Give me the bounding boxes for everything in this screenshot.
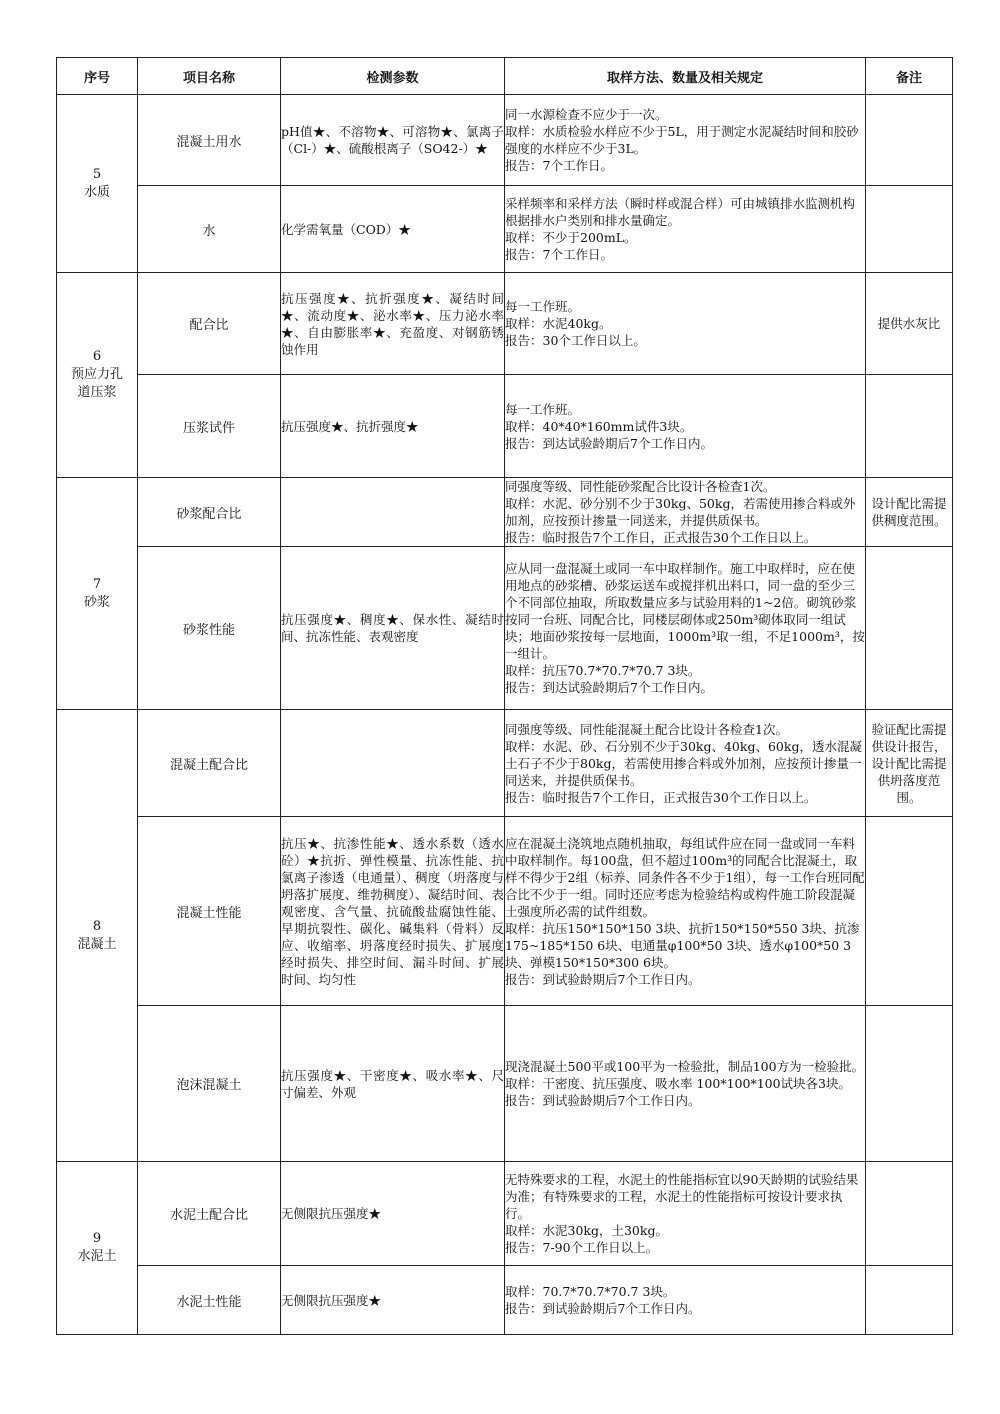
item-name: 砂浆配合比 — [138, 478, 281, 547]
item-params: 抗压强度★、干密度★、吸水率★、尺寸偏差、外观 — [281, 1006, 505, 1162]
sampling-method-line: 报告：临时报告7个工作日，正式报告30个工作日以上。 — [505, 789, 817, 805]
group-number: 9 — [92, 1231, 102, 1246]
item-note — [866, 1162, 953, 1266]
sampling-method-line: 报告：7个工作日。 — [505, 247, 613, 262]
sampling-method-line: 取样：干密度、抗压强度、吸水率 100*100*100试块各3块。 — [505, 1076, 852, 1091]
group-name: 水泥土 — [77, 1249, 117, 1264]
item-name: 混凝土用水 — [138, 95, 281, 186]
item-name: 配合比 — [138, 273, 281, 375]
table-row — [57, 1266, 953, 1335]
item-sampling-method — [505, 375, 866, 478]
group-number: 7 — [92, 576, 102, 592]
sampling-method-line: 现浇混凝土500平或100平为一检验批，制品100方为一检验批。 — [505, 1059, 865, 1074]
item-name: 水 — [138, 186, 281, 273]
sampling-method-line: 取样：水泥30kg，土30kg。 — [505, 1223, 668, 1238]
group-seq-cell — [57, 710, 138, 1162]
table-row — [57, 273, 953, 375]
sampling-method-line: 报告：到试验龄期后7个工作日内。 — [505, 1093, 701, 1108]
sampling-method-line: 取样：水泥40kg。 — [505, 316, 612, 331]
item-note: 验证配比需提供设计报告，设计配比需提供坍落度范围。 — [866, 710, 953, 817]
item-note — [866, 186, 953, 273]
sampling-method-line: 采样频率和采样方法（瞬时样或混合样）可由城镇排水监测机构根据排水户类别和排水量确定。 — [505, 196, 856, 228]
group-number: 6 — [92, 349, 102, 364]
group-seq-cell — [57, 273, 138, 478]
group-name: 混凝土 — [77, 936, 117, 952]
item-params: 无侧限抗压强度★ — [281, 1266, 505, 1335]
item-sampling-method — [505, 547, 866, 710]
item-sampling-method — [505, 186, 866, 273]
table-row — [57, 1006, 953, 1162]
table-row — [57, 817, 953, 1006]
item-name: 混凝土性能 — [138, 817, 281, 1006]
group-name: 水质 — [83, 184, 110, 200]
item-params: 抗压强度★、抗折强度★ — [281, 375, 505, 478]
table-row — [57, 710, 953, 817]
sampling-method-line: 取样：抗压150*150*150 3块、抗折150*150*550 3块、抗渗175~185*150 6块、电通量φ100*50 3块、透水φ100*50 3块、弹模150*150*300 6块。 — [505, 920, 860, 970]
group-seq-cell — [57, 1162, 138, 1335]
table-header-row — [57, 58, 953, 95]
sampling-method-line: 同强度等级、同性能混凝土配合比设计各检查1次。 — [505, 721, 788, 737]
sampling-method-line: 取样：水质检验水样应不少于5L，用于测定水泥凝结时间和胶砂强度的水样应不少于3L。 — [505, 124, 859, 156]
item-sampling-method — [505, 1162, 866, 1266]
item-name: 泡沫混凝土 — [138, 1006, 281, 1162]
sampling-method-line: 报告：30个工作日以上。 — [505, 333, 646, 348]
sampling-method-line: 报告：临时报告7个工作日，正式报告30个工作日以上。 — [505, 530, 817, 545]
sampling-method-line: 报告：到达试验龄期后7个工作日内。 — [505, 680, 713, 695]
item-params: 无侧限抗压强度★ — [281, 1162, 505, 1266]
item-sampling-method — [505, 1266, 866, 1335]
group-name: 砂浆 — [83, 594, 110, 610]
table-row — [57, 547, 953, 710]
header-item-name: 项目名称 — [138, 58, 281, 95]
item-params: 抗压强度★、抗折强度★、凝结时间★、流动度★、泌水率★、压力泌水率★、自由膨胀率★、充盈度、对钢筋锈蚀作用 — [281, 273, 505, 375]
group-name: 预应力孔道压浆 — [71, 367, 124, 400]
item-params — [281, 710, 505, 817]
sampling-method-line: 取样：抗压70.7*70.7*70.7 3块。 — [505, 663, 701, 678]
table-row — [57, 375, 953, 478]
item-note — [866, 1266, 953, 1335]
header-seq: 序号 — [57, 58, 138, 95]
sampling-method-line: 每一工作班。 — [505, 401, 581, 417]
item-note — [866, 95, 953, 186]
item-params — [281, 478, 505, 547]
header-params: 检测参数 — [281, 58, 505, 95]
item-name: 水泥土配合比 — [138, 1162, 281, 1266]
group-seq-cell — [57, 95, 138, 273]
sampling-method-line: 无特殊要求的工程，水泥土的性能指标宜以90天龄期的试验结果为准；有特殊要求的工程，水泥土的性能指标可按设计要求执行。 — [505, 1172, 859, 1221]
sampling-method-line: 取样：40*40*160mm试件3块。 — [505, 418, 693, 434]
header-sampling-method: 取样方法、数量及相关规定 — [505, 58, 866, 95]
item-sampling-method — [505, 478, 866, 547]
sampling-method-line: 取样：水泥、砂、石分别不少于30kg、40kg、60kg，透水混凝土石子不少于80kg，若需使用掺合料或外加剂，应按预计掺量一同送来，并提供质保书。 — [505, 738, 862, 788]
item-sampling-method — [505, 710, 866, 817]
table-row — [57, 186, 953, 273]
sampling-method-line: 取样：不少于200mL。 — [505, 230, 637, 245]
item-name: 混凝土配合比 — [138, 710, 281, 817]
item-params: pH值★、不溶物★、可溶物★、氯离子（Cl-）★、硫酸根离子（SO42-）★ — [281, 95, 505, 186]
item-note: 设计配比需提供稠度范围。 — [866, 478, 953, 547]
item-note — [866, 375, 953, 478]
sampling-method-line: 报告：7个工作日。 — [505, 158, 613, 173]
table-row — [57, 478, 953, 547]
sampling-method-line: 同强度等级、同性能砂浆配合比设计各检查1次。 — [505, 479, 776, 494]
item-params: 化学需氧量（COD）★ — [281, 186, 505, 273]
table-row — [57, 1162, 953, 1266]
item-sampling-method — [505, 817, 866, 1006]
sampling-method-line: 取样：水泥、砂分别不少于30kg、50kg，若需使用掺合料或外加剂，应按预计掺量一同送来，并提供质保书。 — [505, 496, 856, 528]
item-sampling-method — [505, 95, 866, 186]
sampling-method-line: 应从同一盘混凝土或同一车中取样制作。施工中取样时，应在使用地点的砂浆槽、砂浆运送车或搅拌机出料口，同一盘的至少三个不同部位抽取，所取数量应多与试验用料的1~2倍。砌筑砂浆按同一台班、同配合比，同楼层砌体或250m³砌体取同一组试块；地面砂浆按每一层地面，1000m³取一组，不足1000m³，按一组计。 — [505, 561, 865, 661]
sampling-method-line: 报告：到达试验龄期后7个工作日内。 — [505, 435, 713, 451]
sampling-method-line: 同一水源检查不应少于一次。 — [505, 107, 668, 122]
group-seq-cell — [57, 478, 138, 710]
item-params: 抗压强度★、稠度★、保水性、凝结时间、抗冻性能、表观密度 — [281, 547, 505, 710]
sampling-method-line: 应在混凝土浇筑地点随机抽取，每组试件应在同一盘或同一车料中取样制作。每100盘，但不超过100m³的同配合比混凝土，取样不得少于2组（标养、同条件各不少于1组），每一工作台班同配合比不少于一组。同时还应考虑为检验结构或构件施工阶段混凝土强度所必需的试件组数。 — [505, 835, 865, 919]
item-name: 水泥土性能 — [138, 1266, 281, 1335]
sampling-method-line: 报告：到试验龄期后7个工作日内。 — [505, 971, 701, 987]
item-name: 砂浆性能 — [138, 547, 281, 710]
sampling-method-line: 每一工作班。 — [505, 299, 581, 314]
item-note — [866, 1006, 953, 1162]
item-params: 抗压★、抗渗性能★、透水系数（透水砼）★抗折、弹性模量、抗冻性能、抗氯离子渗透（电通量）、稠度（坍落度与坍落扩展度、维勃稠度）、凝结时间、表观密度、含气量、抗硫酸盐腐蚀性能、早期抗裂性、碳化、碱集料（骨料）反应、收缩率、坍落度经时损失、扩展度经时损失、排空时间、漏斗时间、扩展时间、均匀性 — [281, 817, 505, 1006]
table-row — [57, 95, 953, 186]
item-note: 提供水灰比 — [866, 273, 953, 375]
item-sampling-method — [505, 273, 866, 375]
header-note: 备注 — [866, 58, 953, 95]
group-number: 8 — [92, 918, 102, 934]
sampling-method-line: 报告：到试验龄期后7个工作日内。 — [505, 1301, 701, 1316]
item-note — [866, 547, 953, 710]
item-sampling-method — [505, 1006, 866, 1162]
sampling-method-line: 报告：7-90个工作日以上。 — [505, 1240, 659, 1255]
item-note — [866, 817, 953, 1006]
item-name: 压浆试件 — [138, 375, 281, 478]
sampling-method-line: 取样：70.7*70.7*70.7 3块。 — [505, 1284, 676, 1299]
inspection-spec-table — [56, 57, 953, 1335]
group-number: 5 — [92, 166, 102, 182]
